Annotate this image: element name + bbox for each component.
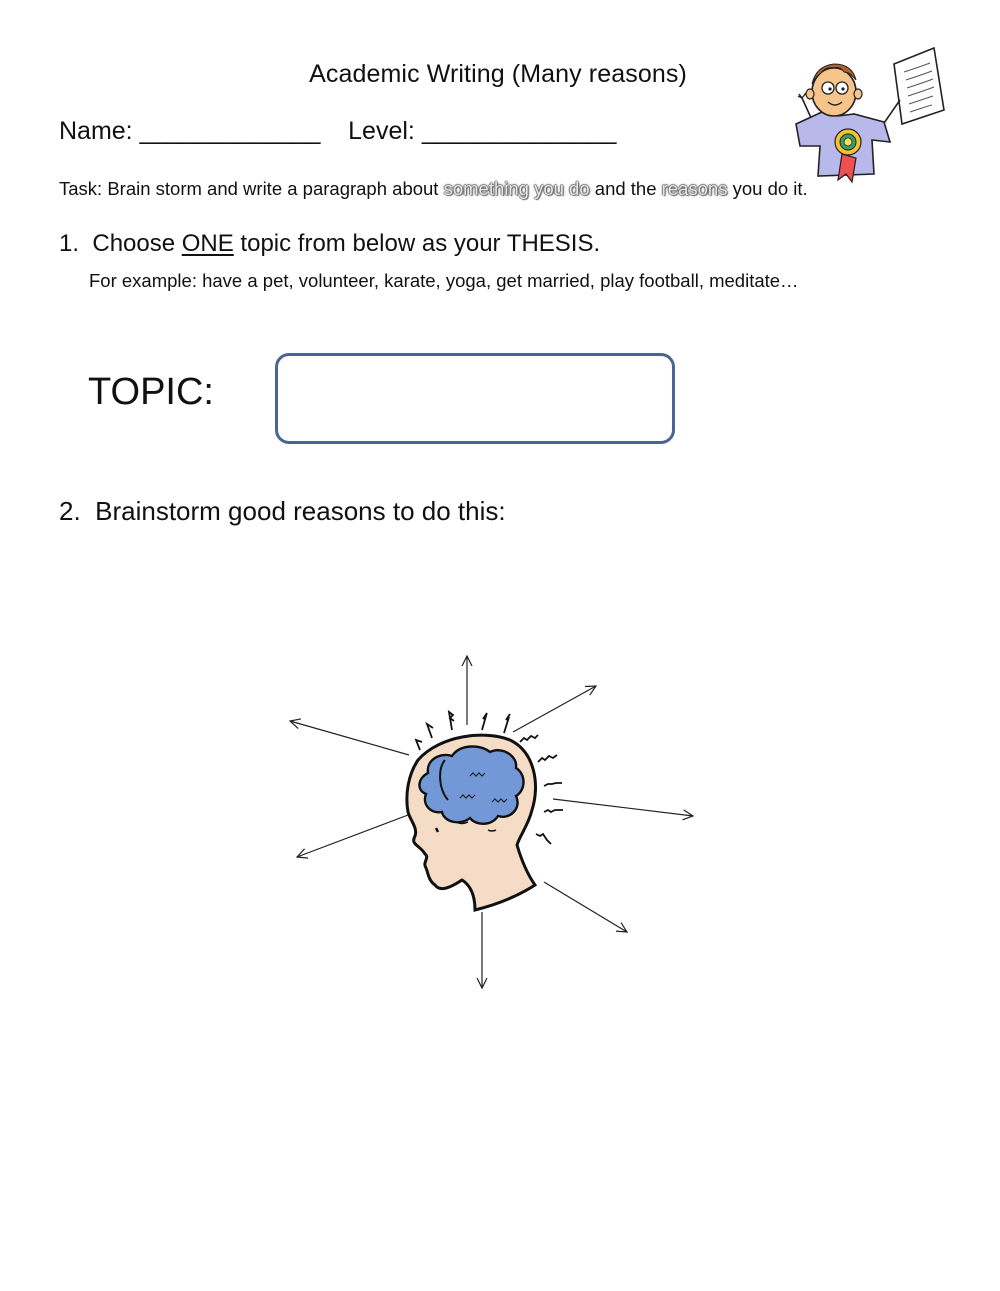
brain-head-diagram (270, 640, 710, 1000)
level-blank[interactable]: ______________ (421, 117, 617, 145)
question-1-underlined-one: ONE (181, 230, 234, 257)
task-middle: and the (589, 178, 662, 199)
task-prefix: Task: Brain storm and write a paragraph about (59, 178, 444, 199)
question-2 (59, 496, 506, 527)
level-label: Level: (348, 117, 415, 145)
question-1-text-before: Choose (92, 230, 182, 257)
question-1-number: 1. (59, 230, 80, 257)
name-label: Name: (59, 117, 133, 145)
task-suffix: you do it. (727, 178, 808, 199)
task-highlight-reasons: reasons (661, 178, 728, 199)
topic-input[interactable] (278, 356, 672, 441)
question-2-number: 2. (59, 496, 81, 526)
task-instructions (59, 178, 808, 200)
student-mascot-icon (782, 42, 952, 187)
topic-examples: For example: have a pet, volunteer, karate, yoga, get married, play football, meditate… (89, 270, 799, 291)
question-1-text-after: topic from below as your THESIS. (233, 230, 601, 257)
topic-box[interactable] (275, 353, 675, 444)
name-blank[interactable]: _____________ (139, 117, 321, 145)
name-level-line (59, 117, 616, 146)
paper-icon (894, 48, 944, 124)
task-highlight-something-you-do: something you do (443, 178, 590, 199)
title-text: Academic Writing (Many reasons) (309, 60, 687, 88)
question-2-text: Brainstorm good reasons to do this: (95, 496, 506, 526)
topic-label: TOPIC: (88, 371, 214, 413)
question-1 (59, 230, 600, 258)
